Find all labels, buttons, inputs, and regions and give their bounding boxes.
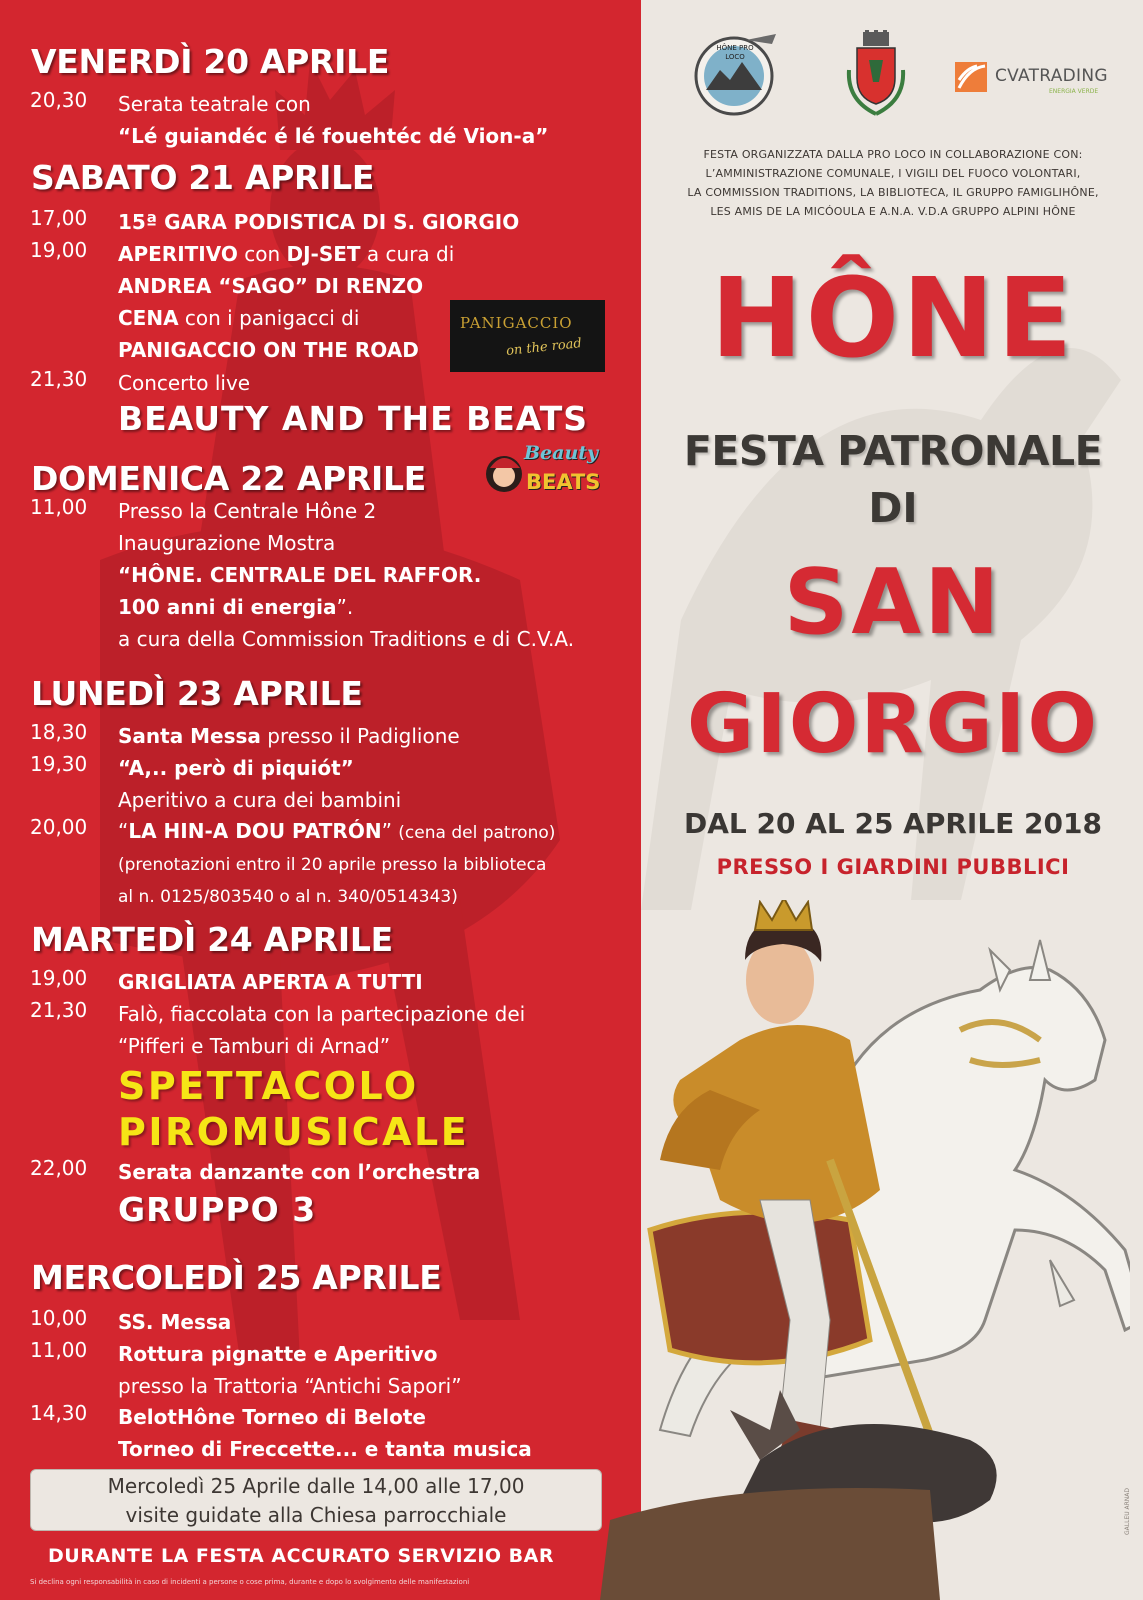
event-description: Concerto live BEAUTY AND THE BEATS <box>118 371 589 438</box>
day-heading-tuesday: MARTEDÌ 24 APRILE <box>31 920 393 959</box>
event-time: 11,00 <box>30 1338 88 1362</box>
beauty-and-the-beats-logo: Beauty BEATS <box>482 438 607 508</box>
town-title: HÔNE <box>710 254 1076 382</box>
day-heading-friday: VENERDÌ 20 APRILE <box>31 42 390 81</box>
photo-credit: GALLEU ARNAD <box>1124 1487 1131 1535</box>
event-description: GRIGLIATA APERTA A TUTTI <box>118 970 423 994</box>
event-description: SS. Messa <box>118 1310 232 1334</box>
saint-george-statue-image <box>590 900 1130 1600</box>
organizers-text: FESTA ORGANIZZATA DALLA PRO LOCO IN COLLABORAZIONE CON: L’AMMINISTRAZIONE COMUNALE, I VIGILI DEL FUOCO VOLONTARI, LA COMMISSION TRADITIONS, LA BIBLIOTECA, IL GRUPPO FAMIGLIHÔNE, LES AMIS DE LA MICÓOULA E A.N.A. V.D.A GRUPPO ALPINI HÔNE <box>687 148 1099 218</box>
event-time: 18,30 <box>30 720 88 744</box>
festa-subtitle: FESTA PATRONALE <box>683 427 1103 475</box>
event-description: Presso la Centrale Hône 2 Inaugurazione Mostra “HÔNE. CENTRALE DEL RAFFOR. 100 anni di energia”. a cura della Commission Traditions e di C.V.A. <box>118 499 575 651</box>
proloco-badge-icon <box>690 28 782 120</box>
event-description: Falò, fiaccolata con la partecipazione dei “Pifferi e Tamburi di Arnad” SPETTACOLO PIROMUSICALE <box>118 1002 526 1154</box>
bar-service-line: DURANTE LA FESTA ACCURATO SERVIZIO BAR <box>48 1545 554 1567</box>
event-time: 22,00 <box>30 1156 88 1180</box>
cva-trading-logo: CVATRADING ENERGIA VERDE <box>955 60 1110 96</box>
event-description: Rottura pignatte e Aperitivo presso la Trattoria “Antichi Sapori” <box>118 1342 462 1398</box>
disclaimer: Si declina ogni responsabilità in caso di incidenti a persone o cose prima, durante e dopo lo svolgimento delle manifestazioni <box>30 1578 470 1586</box>
event-time: 11,00 <box>30 495 88 519</box>
event-time: 21,30 <box>30 367 88 391</box>
fireworks-headline-2: PIROMUSICALE <box>118 1110 470 1154</box>
day-heading-wednesday: MERCOLEDÌ 25 APRILE <box>31 1258 442 1297</box>
event-time: 20,00 <box>30 815 88 839</box>
event-time: 17,00 <box>30 206 88 230</box>
cva-mark-icon <box>955 60 989 94</box>
event-time: 19,00 <box>30 238 88 262</box>
event-description: “LA HIN-A DOU PATRÓN” (cena del patrono) (prenotazioni entro il 20 aprile presso la biblioteca al n. 0125/803540 o al n. 340/0514343) <box>118 819 556 907</box>
fireworks-headline: SPETTACOLO <box>118 1064 419 1108</box>
festival-dates: DAL 20 AL 25 APRILE 2018 <box>683 807 1102 840</box>
event-time: 10,00 <box>30 1306 88 1330</box>
event-time: 19,00 <box>30 966 88 990</box>
day-heading-monday: LUNEDÌ 23 APRILE <box>31 674 363 713</box>
guided-tour-note: Mercoledì 25 Aprile dalle 14,00 alle 17,00 visite guidate alla Chiesa parrocchiale <box>30 1469 602 1531</box>
event-time: 19,30 <box>30 752 88 776</box>
event-description: APERITIVO con DJ-SET a cura di ANDREA “SAGO” DI RENZO CENA con i panigacci di PANIGACCIO ON THE ROAD <box>118 242 455 362</box>
giorgio-title: GIORGIO <box>686 677 1100 772</box>
event-description: “A,.. però di piquiót” Aperitivo a cura dei bambini <box>118 756 402 812</box>
day-heading-sunday: DOMENICA 22 APRILE <box>31 459 426 498</box>
event-time: 20,30 <box>30 88 88 112</box>
event-description: Serata danzante con l’orchestra GRUPPO 3 <box>118 1160 481 1229</box>
panigaccio-logo: PANIGACCIO on the road <box>450 300 605 372</box>
san-title: SAN <box>783 550 1003 655</box>
event-description: BelotHône Torneo di Belote Torneo di Freccette... e tanta musica <box>118 1405 532 1461</box>
festival-location: PRESSO I GIARDINI PUBBLICI <box>716 855 1070 879</box>
event-description: Santa Messa presso il Padiglione <box>118 724 460 748</box>
proloco-logo: HÔNE PRO LOCO <box>690 28 782 120</box>
di-subtitle: DI <box>868 484 918 532</box>
event-description: Serata teatrale con “Lé guiandéc é lé fouehtéc dé Vion-a” <box>118 92 549 148</box>
crest-icon <box>845 30 907 118</box>
event-time: 21,30 <box>30 998 88 1022</box>
event-time: 14,30 <box>30 1401 88 1425</box>
municipality-crest <box>845 30 907 118</box>
day-heading-saturday: SABATO 21 APRILE <box>31 158 375 197</box>
event-description: 15ª GARA PODISTICA DI S. GIORGIO <box>118 210 520 234</box>
